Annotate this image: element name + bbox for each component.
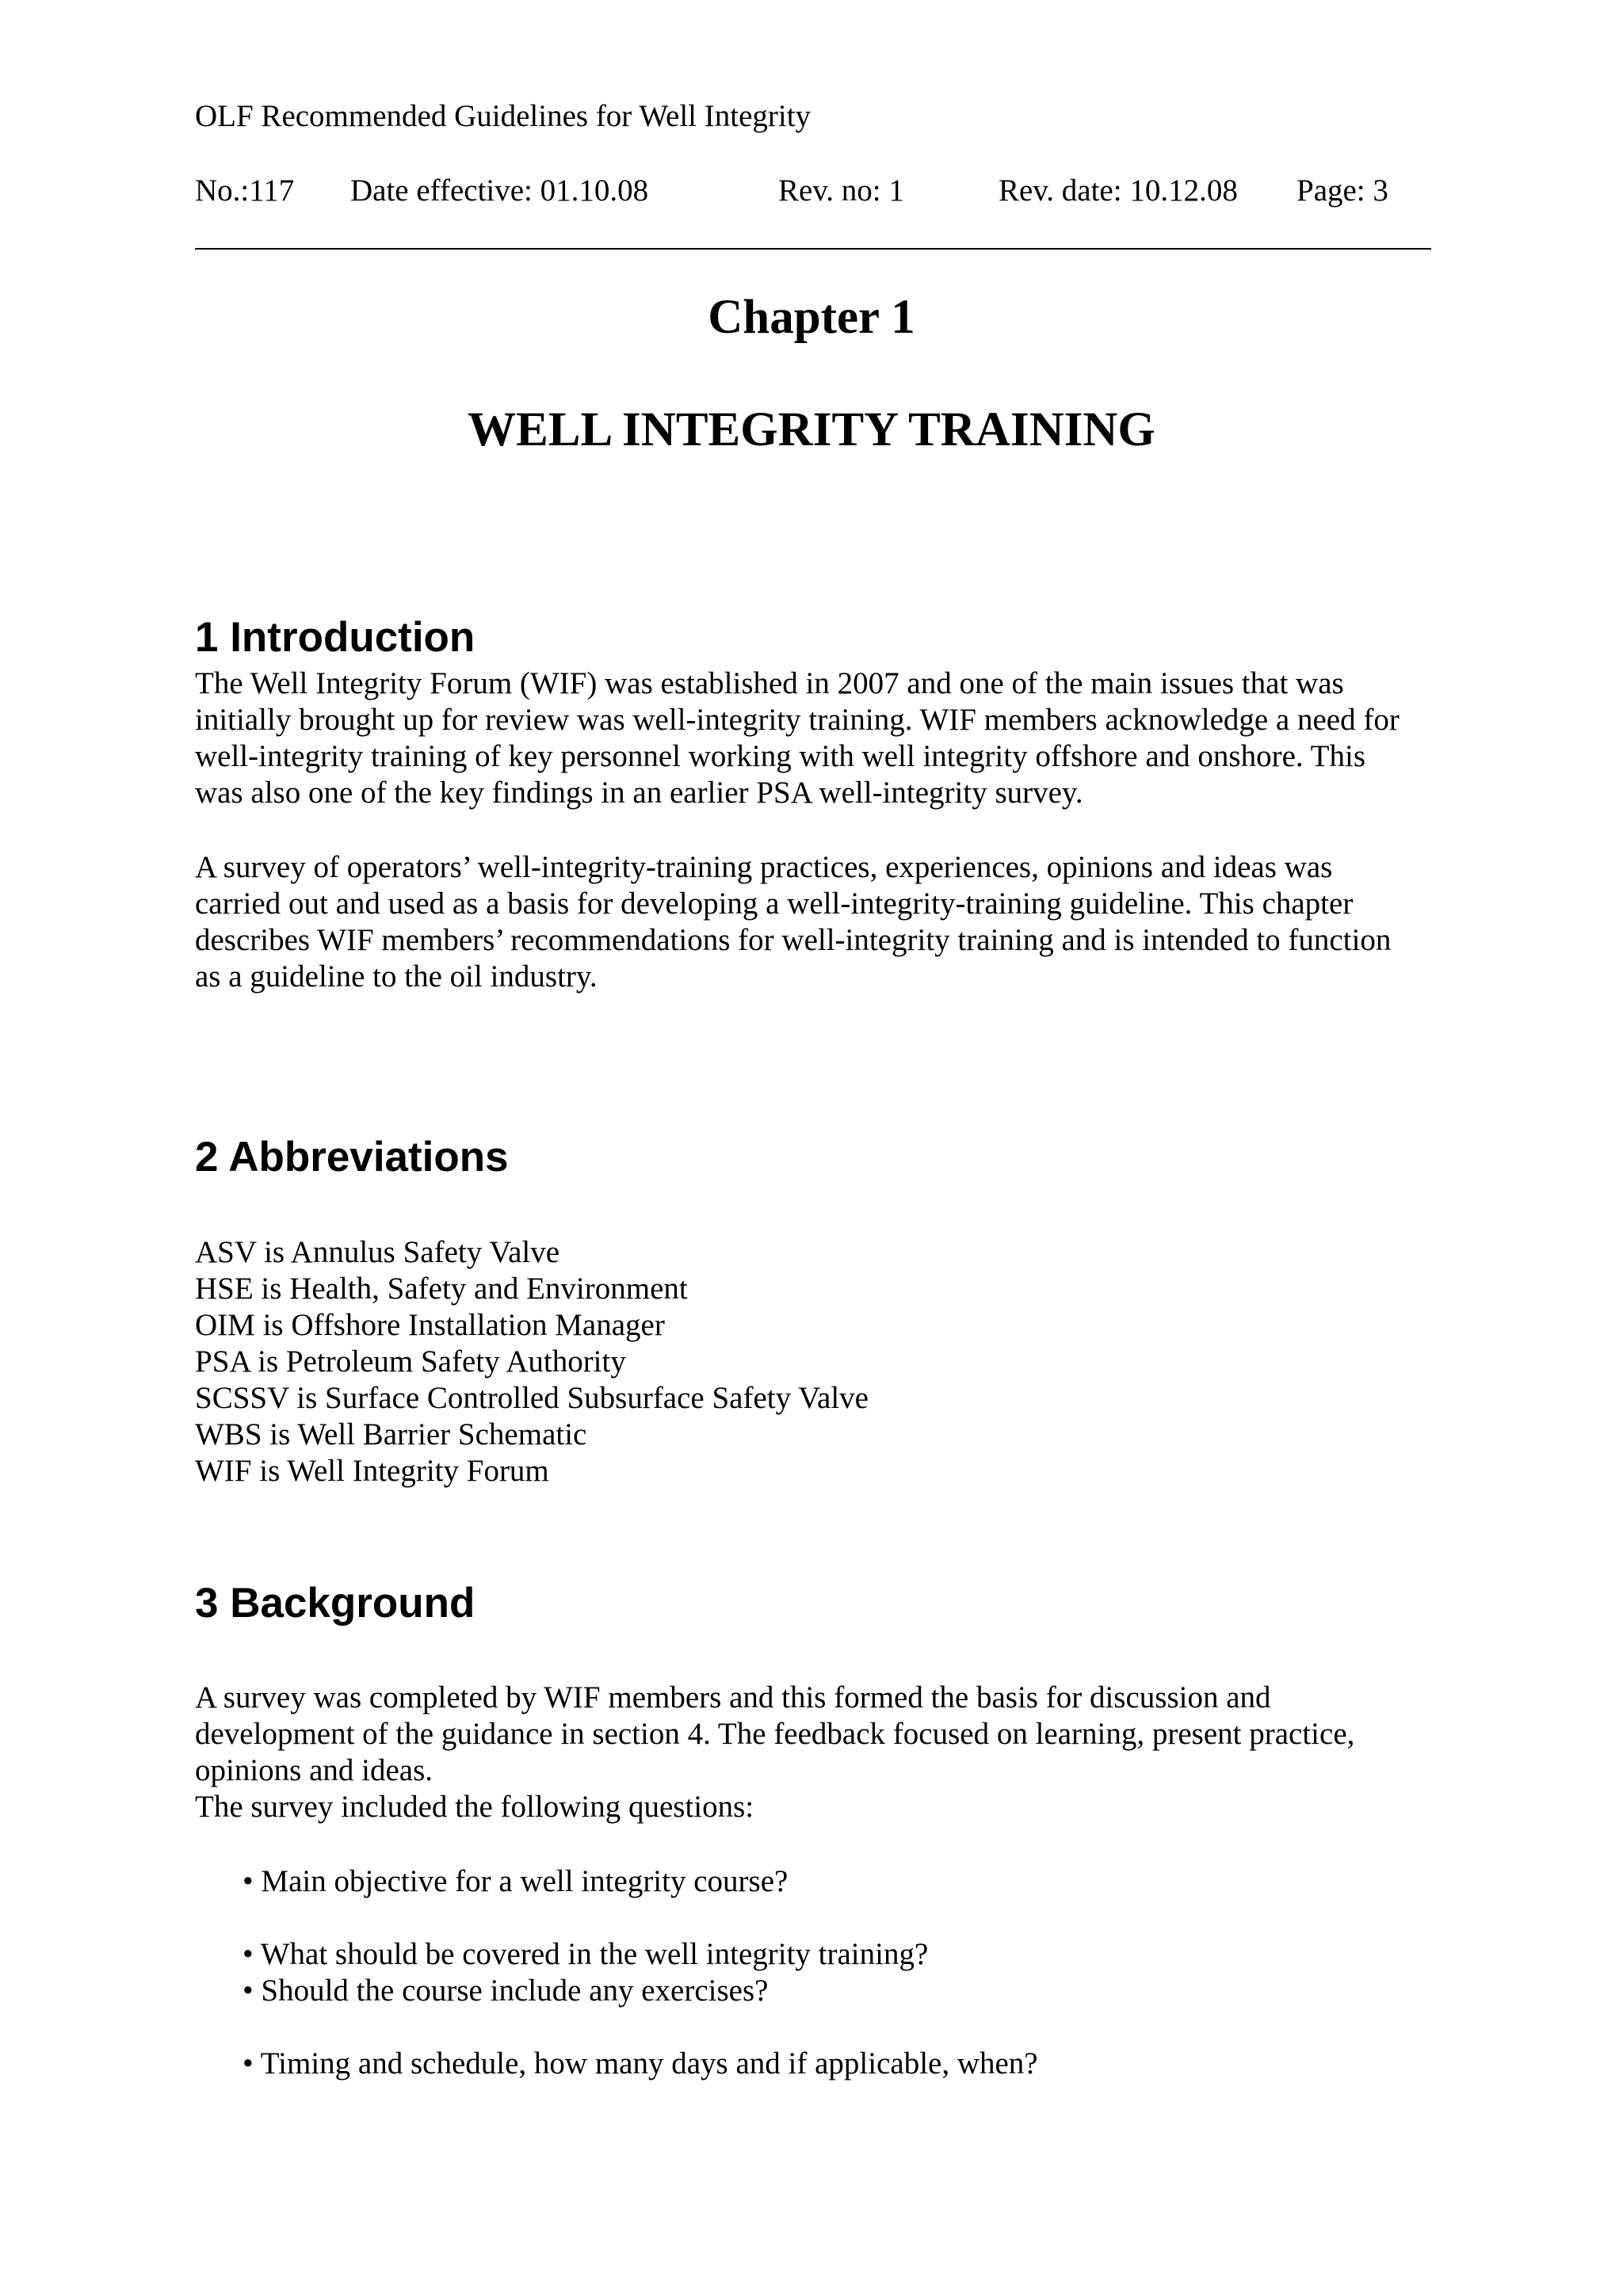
abbreviation-item: PSA is Petroleum Safety Authority: [195, 1344, 626, 1379]
paragraph-line: describes WIF members’ recommendations for well-integrity training and is intended to function: [195, 923, 1392, 957]
paragraph-line: was also one of the key findings in an earlier PSA well-integrity survey.: [195, 776, 1083, 810]
abbreviation-item: SCSSV is Surface Controlled Subsurface Safety Valve: [195, 1381, 869, 1415]
abbreviation-item: OIM is Offshore Installation Manager: [195, 1308, 665, 1342]
page-number: Page: 3: [1296, 174, 1388, 208]
abbreviation-item: HSE is Health, Safety and Environment: [195, 1272, 688, 1306]
paragraph-line: The survey included the following questions:: [195, 1790, 754, 1824]
paragraph-line: initially brought up for review was well-integrity training. WIF members acknowledge a need for: [195, 703, 1400, 737]
header-divider: [195, 248, 1431, 250]
section-heading-abbreviations: 2 Abbreviations: [195, 1134, 509, 1180]
paragraph-line: A survey was completed by WIF members and this formed the basis for discussion and: [195, 1680, 1271, 1714]
abbreviation-item: ASV is Annulus Safety Valve: [195, 1235, 560, 1269]
introduction-paragraph-1: [195, 666, 1479, 811]
paragraph-line: opinions and ideas.: [195, 1753, 433, 1787]
date-effective: Date effective: 01.10.08: [350, 174, 649, 208]
background-paragraph: [195, 1680, 1479, 1825]
revision-number: Rev. no: 1: [778, 174, 904, 208]
section-heading-background: 3 Background: [195, 1580, 475, 1627]
revision-date: Rev. date: 10.12.08: [999, 174, 1238, 208]
survey-question-item: • Main objective for a well integrity course?: [242, 1864, 789, 1898]
abbreviations-list: [195, 1234, 869, 1489]
survey-question-item: • Should the course include any exercises?: [242, 1974, 769, 2008]
chapter-label: Chapter 1: [708, 291, 915, 344]
abbreviation-item: WIF is Well Integrity Forum: [195, 1454, 549, 1488]
document-number: No.:117: [195, 174, 295, 208]
paragraph-line: A survey of operators’ well-integrity-training practices, experiences, opinions and ideas was: [195, 850, 1333, 884]
paragraph-line: well-integrity training of key personnel working with well integrity offshore and onshore. This: [195, 739, 1366, 773]
document-header-title: OLF Recommended Guidelines for Well Integrity: [195, 99, 812, 133]
paragraph-line: The Well Integrity Forum (WIF) was established in 2007 and one of the main issues that was: [195, 666, 1344, 700]
abbreviation-item: WBS is Well Barrier Schematic: [195, 1417, 587, 1451]
chapter-title: WELL INTEGRITY TRAINING: [468, 403, 1155, 456]
paragraph-line: as a guideline to the oil industry.: [195, 959, 598, 994]
survey-question-item: • What should be covered in the well integrity training?: [242, 1937, 929, 1971]
paragraph-line: carried out and used as a basis for developing a well-integrity-training guideline. This chapter: [195, 887, 1354, 921]
paragraph-line: development of the guidance in section 4. The feedback focused on learning, present practice,: [195, 1717, 1355, 1751]
survey-question-item: • Timing and schedule, how many days and if applicable, when?: [242, 2046, 1038, 2081]
section-heading-introduction: 1 Introduction: [195, 614, 475, 661]
introduction-paragraph-2: [195, 849, 1479, 995]
